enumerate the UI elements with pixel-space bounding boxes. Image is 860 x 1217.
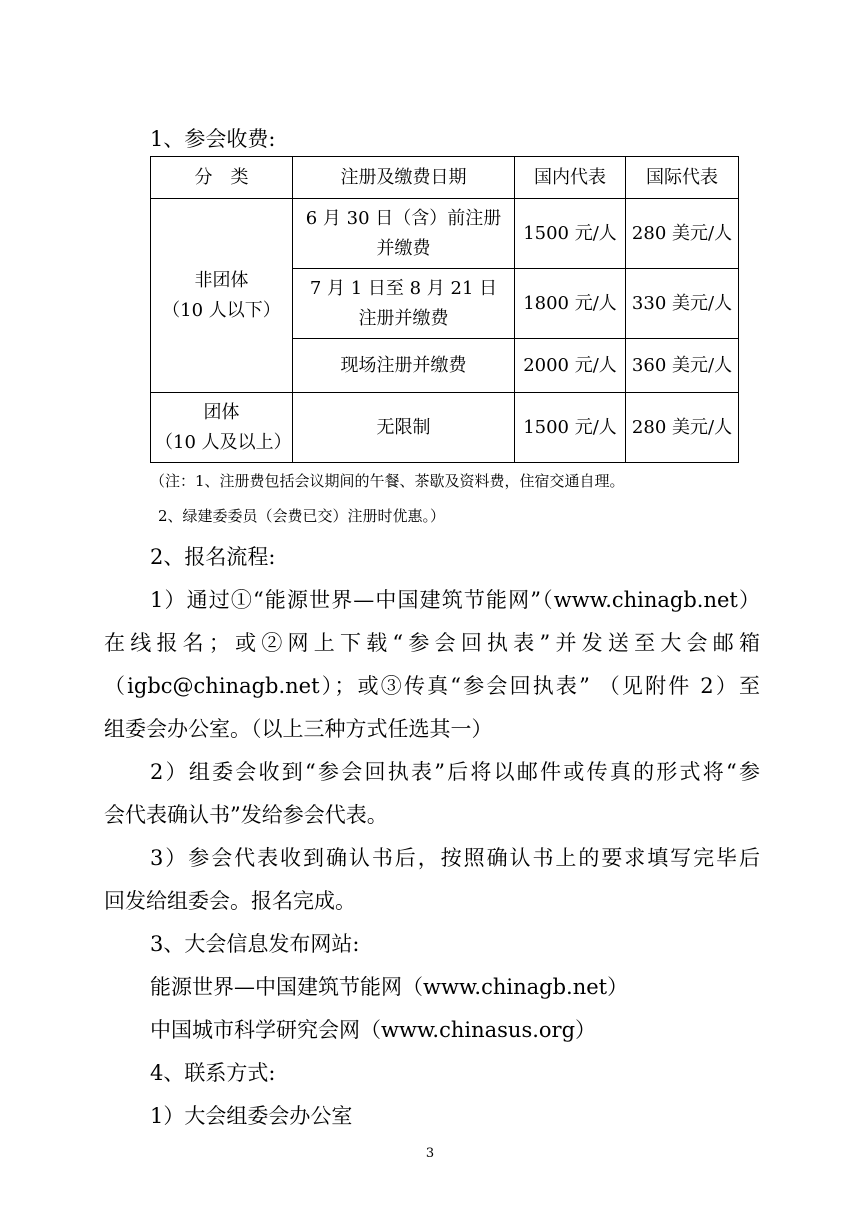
non-group-label-cell (151, 199, 293, 393)
group-label-cell (151, 393, 293, 463)
table-row (151, 393, 739, 463)
contact-heading: 4、联系方式: (150, 1061, 276, 1085)
note-line-1: （注：1、注册费包括会议期间的午餐、茶歇及资料费，住宿交通自理。 (150, 472, 625, 490)
date-text: 注册并缴费 (358, 307, 449, 329)
website-heading: 3、大会信息发布网站: (150, 932, 360, 956)
non-group-label: 非团体 (194, 269, 249, 291)
fee-table (150, 156, 739, 463)
process-step3-line1: 3）参会代表收到确认书后，按照确认书上的要求填写完毕后 (150, 846, 760, 870)
process-step1-line3: （igbc@chinagb.net）；或③传真“参会回执表” （见附件 2）至 (104, 674, 760, 698)
fee-table-header-row (151, 157, 739, 199)
domestic-fee: 2000 元/人 (515, 339, 626, 393)
domestic-fee: 1500 元/人 (515, 393, 626, 463)
website-link-2: 中国城市科学研究会网（www.chinasus.org） (150, 1018, 597, 1042)
date-text: 并缴费 (376, 237, 431, 259)
date-text: 6 月 30 日（含）前注册 (305, 207, 502, 229)
non-group-sublabel: （10 人以下） (162, 299, 281, 321)
domestic-fee: 1800 元/人 (515, 269, 626, 339)
international-fee: 280 美元/人 (626, 199, 739, 269)
process-step3-line2: 回发给组委会。报名完成。 (104, 889, 356, 913)
group-label: 团体 (203, 401, 240, 423)
date-cell (293, 199, 515, 269)
process-step1-line1: 1）通过①“能源世界—中国建筑节能网”（www.chinagb.net） (150, 588, 760, 612)
process-heading: 2、报名流程: (150, 545, 276, 569)
process-step2-line2: 会代表确认书”发给参会代表。 (104, 803, 388, 827)
contact-item-1: 1）大会组委会办公室 (150, 1104, 353, 1128)
date-cell (293, 269, 515, 339)
header-category: 分 类 (151, 157, 293, 199)
international-fee: 280 美元/人 (626, 393, 739, 463)
note-line-2: 2、绿建委委员（会费已交）注册时优惠。） (158, 507, 446, 525)
group-sublabel: （10 人及以上） (155, 431, 292, 453)
date-cell: 现场注册并缴费 (293, 339, 515, 393)
table-row (151, 199, 739, 269)
website-link-1: 能源世界—中国建筑节能网（www.chinagb.net） (150, 975, 629, 999)
header-date: 注册及缴费日期 (293, 157, 515, 199)
header-international: 国际代表 (626, 157, 739, 199)
page-number: 3 (425, 1146, 435, 1161)
domestic-fee: 1500 元/人 (515, 199, 626, 269)
process-step1-line2: 在线报名；或②网上下载“参会回执表”并发送至大会邮箱 (104, 631, 760, 655)
date-text: 7 月 1 日至 8 月 21 日 (309, 277, 498, 299)
international-fee: 360 美元/人 (626, 339, 739, 393)
process-step1-line4: 组委会办公室。（以上三种方式任选其一） (104, 717, 493, 741)
international-fee: 330 美元/人 (626, 269, 739, 339)
fees-heading: 1、参会收费: (150, 127, 276, 151)
process-step2-line1: 2）组委会收到“参会回执表”后将以邮件或传真的形式将“参 (150, 760, 760, 784)
date-cell: 无限制 (293, 393, 515, 463)
header-domestic: 国内代表 (515, 157, 626, 199)
